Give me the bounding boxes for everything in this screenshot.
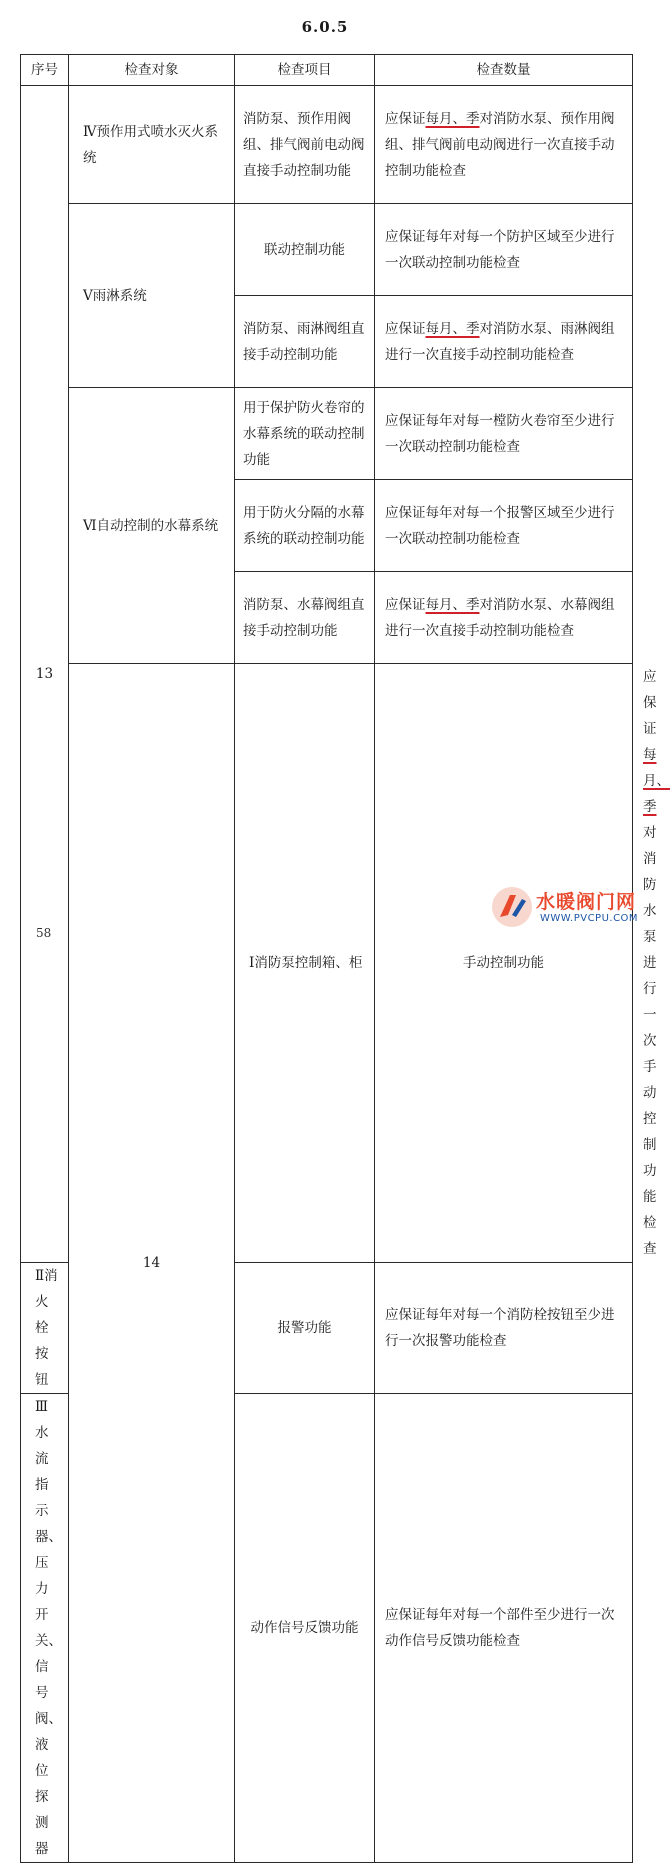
check-count: 应保证每年对每一个部件至少进行一次动作信号反馈功能检查 — [375, 1394, 633, 1863]
section-title: 6.0.5 — [301, 18, 349, 36]
check-count: 应保证每月、季对消防水泵、预作用阀组、排气阀前电动阀进行一次直接手动控制功能检查 — [375, 86, 633, 204]
check-object: Ⅱ消火栓按钮 — [21, 1263, 69, 1394]
page-number: 58 — [36, 926, 52, 940]
check-object: Ⅲ水流指示器、压力开关、信号阀、液位探测器 — [21, 1394, 69, 1863]
check-object: Ⅳ预作用式喷水灭火系统 — [69, 86, 235, 204]
watermark-logo-icon — [490, 885, 534, 929]
watermark-text: 水暖阀门网 — [536, 891, 637, 913]
check-count: 应保证每年对每一个消防栓按钮至少进行一次报警功能检查 — [375, 1263, 633, 1394]
watermark — [490, 885, 640, 931]
check-item: 消防泵、水幕阀组直接手动控制功能 — [235, 572, 375, 664]
check-object: Ⅵ自动控制的水幕系统 — [69, 388, 235, 664]
check-object: Ⅴ雨淋系统 — [69, 204, 235, 388]
check-item: 联动控制功能 — [235, 204, 375, 296]
table-row: 14 Ⅰ消防泵控制箱、柜 手动控制功能 应保证每月、季对消防水泵进行一次手动控制功能检查 — [21, 664, 633, 1263]
table-row — [21, 86, 633, 204]
table-row — [21, 388, 633, 480]
header-count: 检查数量 — [375, 55, 633, 86]
check-item: 动作信号反馈功能 — [235, 1394, 375, 1863]
check-item: 用于保护防火卷帘的水幕系统的联动控制功能 — [235, 388, 375, 480]
watermark-url: WWW.PVCPU.COM — [540, 913, 639, 924]
frequency-highlight: 每月、季 — [425, 596, 480, 613]
check-item: 用于防火分隔的水幕系统的联动控制功能 — [235, 480, 375, 572]
check-item: 消防泵、雨淋阀组直接手动控制功能 — [235, 296, 375, 388]
row-number: 14 — [69, 664, 235, 1863]
header-object: 检查对象 — [69, 55, 235, 86]
table-row — [21, 204, 633, 296]
header-item: 检查项目 — [235, 55, 375, 86]
table-header-row — [21, 55, 633, 86]
frequency-highlight: 每月、季 — [425, 110, 480, 127]
check-object: Ⅰ消防泵控制箱、柜 — [235, 664, 375, 1263]
check-item: 报警功能 — [235, 1263, 375, 1394]
check-item: 手动控制功能 — [375, 664, 633, 1263]
check-count: 应保证每月、季对消防水泵、雨淋阀组进行一次直接手动控制功能检查 — [375, 296, 633, 388]
inspection-table — [20, 54, 670, 1863]
check-count: 应保证每年对每一个报警区域至少进行一次联动控制功能检查 — [375, 480, 633, 572]
check-item: 消防泵、预作用阀组、排气阀前电动阀直接手动控制功能 — [235, 86, 375, 204]
check-count: 应保证每月、季对消防水泵、水幕阀组进行一次直接手动控制功能检查 — [375, 572, 633, 664]
check-count: 应保证每年对每一樘防火卷帘至少进行一次联动控制功能检查 — [375, 388, 633, 480]
header-no: 序号 — [21, 55, 69, 86]
frequency-highlight: 每月、季 — [643, 747, 670, 815]
row-number: 13 — [21, 86, 69, 1263]
check-count: 应保证每年对每一个防护区域至少进行一次联动控制功能检查 — [375, 204, 633, 296]
frequency-highlight: 每月、季 — [425, 320, 480, 337]
